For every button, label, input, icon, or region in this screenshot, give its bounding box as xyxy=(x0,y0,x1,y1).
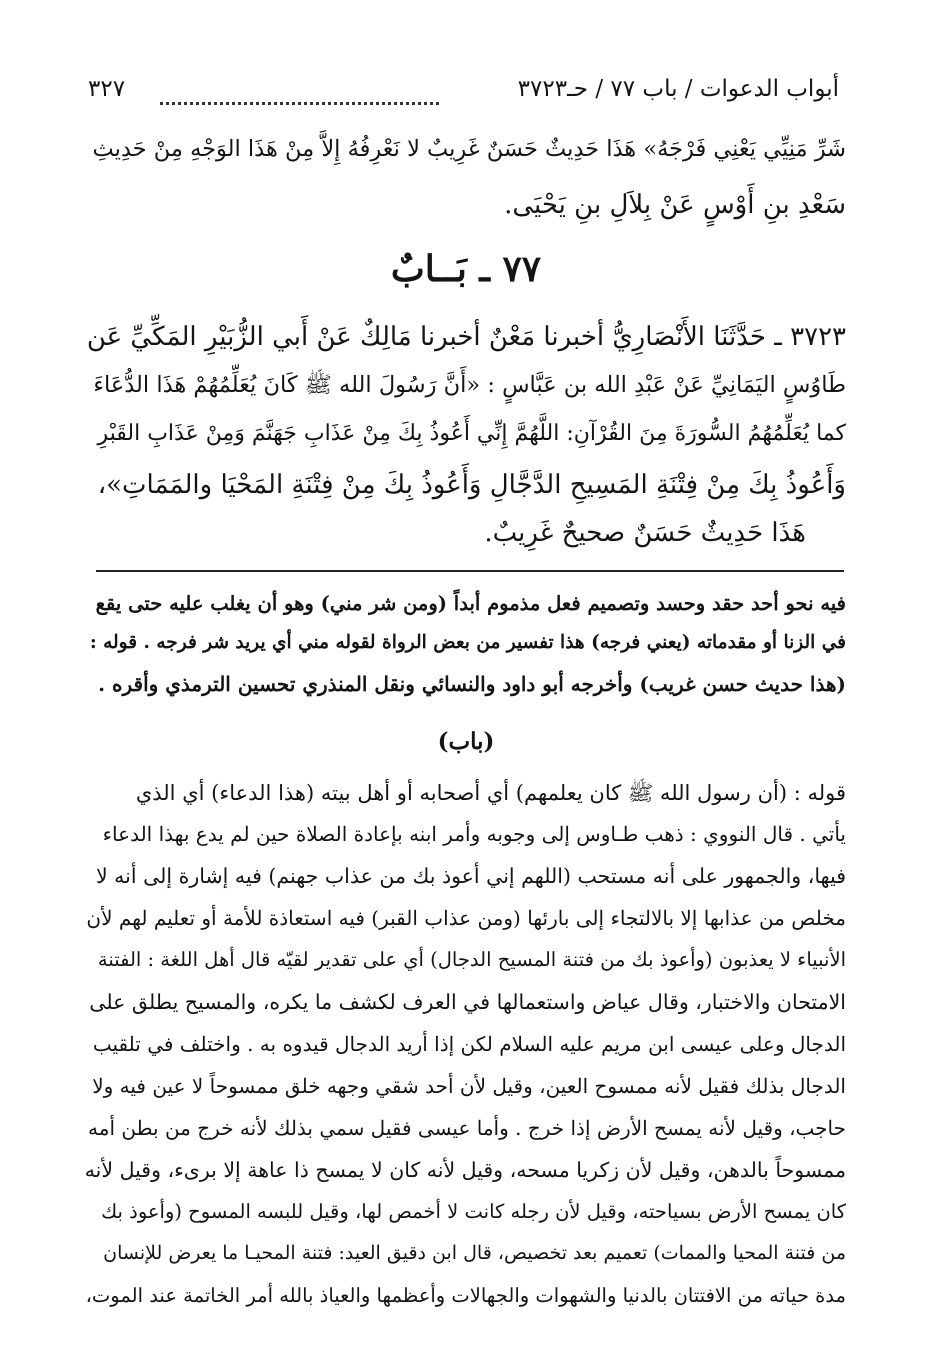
hadith-line: طَاوُسٍ اليَمَانِيِّ عَنْ عَبْدِ الله بن عَبَّاسٍ : «أَنَّ رَسُولَ الله ﷺ كَانَ يُعَلِّمُهُمْ هَذَا الدُّعَاءَ xyxy=(93,372,846,398)
running-header xyxy=(88,76,839,116)
commentary-line: الدجال وعلى عيسى ابن مريم عليه السلام لكن إذا أريد الدجال قيدوه به . واختلف في تلقيب xyxy=(92,1032,846,1056)
commentary-line: حاجب، وقيل لأنه يمسح الأرض إذا خرج . وأما عيسى فقيل سمي بذلك لأنه خرج من بطن أمه xyxy=(88,1116,846,1140)
hadith-line: كما يُعَلِّمُهُمُ السُّورَةَ مِنَ القُرْآنِ: اللَّهُمَّ إِنِّي أَعُوذُ بِكَ مِنْ عَذَابِ جَهَنَّمَ وَمِنْ عَذَابِ القَبْرِ xyxy=(97,421,846,446)
commentary-line: كان يمسح الأرض بسياحته، وقيل لأن رجله كانت لا أخمص لها، وقيل للبسه المسوح (وأعوذ بك xyxy=(101,1200,846,1223)
commentary-line: من فتنة المحيا والممات) تعميم بعد تخصيص، قال ابن دقيق العيد: فتنة المحيـا ما يعرض للإنسان xyxy=(103,1242,846,1264)
section-heading: ٧٧ ـ بَــابٌ xyxy=(390,248,542,290)
commentary-line: (هذا حديث حسن غريب) وأخرجه أبو داود والنسائي ونقل المنذري تحسين الترمذي وأقره . xyxy=(98,672,846,696)
commentary-line: يأتي . قال النووي : ذهب طـاوس إلى وجوبه وأمر ابنه بإعادة الصلاة حين لم يدع بهذا الدعاء xyxy=(102,822,846,846)
hadith-line: وَأَعُوذُ بِكَ مِنْ فِتْنَةِ المَسِيحِ الدَّجَّالِ وَأَعُوذُ بِكَ مِنْ فِتْنَةِ المَحْيَا والمَمَاتِ»، xyxy=(97,470,846,500)
commentary-line: مخلص من عذابها إلا بالالتجاء إلى بارئها (ومن عذاب القبر) فيه استعاذة للأمة أو تعليم لهم لأن xyxy=(86,906,846,930)
commentary-line: ممسوحاً بالدهن، وقيل لأن زكريا مسحه، وقيل لأنه كان لا يمسح ذا عاهة إلا برىء، وقيل لأنه xyxy=(84,1158,846,1182)
hadith-line: سَعْدِ بنِ أَوْسٍ عَنْ بِلاَلِ بنِ يَحْيَى. xyxy=(504,190,846,220)
hadith-line: هَذَا حَدِيثٌ حَسَنٌ صحيحٌ غَرِيبٌ. xyxy=(484,518,806,548)
commentary-line: قوله : (أن رسول الله ﷺ كان يعلمهم) أي أصحابه أو أهل بيته (هذا الدعاء) أي الذي xyxy=(135,781,846,805)
commentary-line: مدة حياته من الافتتان بالدنيا والشهوات والجهالات وأعظمها والعياذ بالله أمر الخاتمة عند الموت، xyxy=(85,1284,846,1307)
page-number: ٣٢٧ xyxy=(88,76,126,102)
commentary-line: فيه نحو أحد حقد وحسد وتصميم فعل مذموم أبداً (ومن شر مني) وهو أن يغلب عليه حتى يقع xyxy=(95,592,846,615)
commentary-line: فيها، والجمهور على أنه مستحب (اللهم إني أعوذ بك من عذاب جهنم) فيه إشارة إلى أنه لا xyxy=(95,864,846,888)
commentary-line: الأنبياء لا يعذبون (وأعوذ بك من فتنة المسيح الدجال) أي على تقدير لقيّه قال أهل اللغة : الفتنة xyxy=(97,948,846,971)
sub-heading: (باب) xyxy=(437,728,495,755)
commentary-line: الدجال بذلك فقيل لأنه ممسوح العين، وقيل لأن أحد شقي وجهه خلق ممسوحاً لا عين فيه ولا xyxy=(92,1074,846,1098)
header-title: أبواب الدعوات / باب ٧٧ / حـ٣٧٢٣ xyxy=(517,76,839,102)
hadith-line: شَرِّ مَنِيِّي يَعْنِي فَرْجَهُ» هَذَا حَدِيثٌ حَسَنٌ غَرِيبٌ لا نَعْرِفُهُ إِلاَّ مِنْ هَذَا الوَجْهِ مِنْ حَدِيثِ xyxy=(92,136,846,162)
commentary-line: الامتحان والاختبار، وقال عياض واستعمالها في العرف لكشف ما يكره، والمسيح يطلق على xyxy=(89,990,846,1014)
hadith-line: ٣٧٢٣ ـ حَدَّثَنَا الأَنْصَارِيُّ أخبرنا مَعْنٌ أخبرنا مَالِكٌ عَنْ أَبي الزُّبَيْرِ المَكِّيِّ عَن xyxy=(86,322,846,352)
footnote-divider xyxy=(96,570,844,572)
header-dot-leader xyxy=(160,102,439,105)
commentary-line: في الزنا أو مقدماته (يعني فرجه) هذا تفسير من بعض الرواة لقوله مني أي يريد شر فرجه . قوله : xyxy=(89,632,846,653)
